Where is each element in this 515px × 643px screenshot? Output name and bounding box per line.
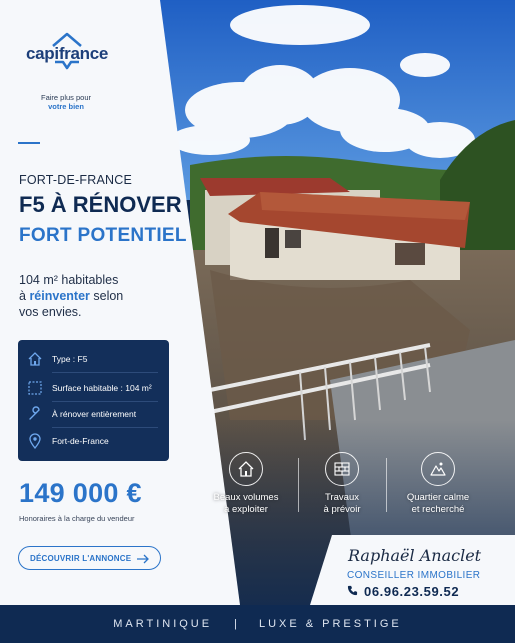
- benefit-neighborhood: [392, 452, 484, 516]
- house-icon: [229, 452, 263, 486]
- feature-location: [18, 427, 169, 454]
- listing-description: [19, 272, 123, 320]
- arrow-right-icon: [136, 552, 150, 570]
- desc-line-2: [19, 288, 123, 304]
- listing-price: 149 000 €: [19, 478, 142, 508]
- benefit-line1: Quartier calme: [406, 492, 470, 503]
- discover-listing-button[interactable]: [18, 546, 161, 570]
- brand-name: capifrance: [26, 44, 109, 63]
- benefit-line2: à prévoir: [323, 504, 361, 515]
- desc-line-2-post: selon: [89, 289, 124, 303]
- benefit-works: [296, 452, 388, 516]
- feature-divider: [52, 372, 158, 373]
- brick-wall-icon: [325, 452, 359, 486]
- phone-icon: [347, 584, 358, 599]
- footer-left: MARTINIQUE: [113, 618, 213, 630]
- desc-line-3: vos envies.: [19, 305, 82, 319]
- fees-note: Honoraires à la charge du vendeur: [19, 514, 135, 523]
- cta-label: DÉCOUVRIR L'ANNONCE: [30, 553, 132, 563]
- benefit-line1: Beaux volumes: [213, 492, 279, 503]
- benefit-volumes: [200, 452, 292, 516]
- footer-right: LUXE & PRESTIGE: [258, 618, 402, 630]
- agent-role: CONSEILLER IMMOBILIER: [347, 570, 481, 581]
- desc-line-2-pre: à: [19, 289, 30, 303]
- benefit-line2: à exploiter: [224, 504, 268, 515]
- location-pin-icon: [18, 433, 52, 449]
- mountain-icon: [421, 452, 455, 486]
- feature-type: [18, 345, 169, 372]
- listing-city: FORT-DE-FRANCE: [19, 173, 132, 187]
- feature-label: À rénover entièrement: [52, 408, 137, 419]
- agent-phone-number: 06.96.23.59.52: [364, 584, 460, 599]
- brand-tagline-line2: votre bien: [48, 102, 84, 111]
- brand-tagline-line1: Faire plus pour: [40, 93, 92, 102]
- listing-title: F5 À RÉNOVER: [19, 192, 182, 217]
- desc-line-1: 104 m² habitables: [19, 273, 119, 287]
- benefit-divider: [386, 458, 387, 512]
- feature-label: Type : F5: [52, 353, 88, 364]
- accent-divider: [18, 142, 40, 144]
- surface-icon: [18, 380, 52, 396]
- feature-renovation: [18, 400, 169, 427]
- feature-surface: [18, 374, 169, 401]
- house-icon: [18, 351, 52, 367]
- feature-label: Surface habitable : 104 m²: [52, 382, 152, 393]
- agent-phone[interactable]: [347, 584, 459, 599]
- footer-bar: [0, 605, 515, 643]
- benefit-line1: Travaux: [325, 492, 359, 503]
- listing-subtitle: FORT POTENTIEL: [19, 225, 187, 246]
- footer-separator: |: [234, 618, 237, 630]
- agent-signature: Raphaël Anaclet: [348, 546, 482, 565]
- features-box: [18, 340, 169, 461]
- benefit-line2: et recherché: [411, 504, 465, 515]
- feature-label: Fort-de-France: [52, 435, 109, 446]
- wrench-icon: [18, 406, 52, 422]
- desc-highlight: réinventer: [29, 289, 90, 303]
